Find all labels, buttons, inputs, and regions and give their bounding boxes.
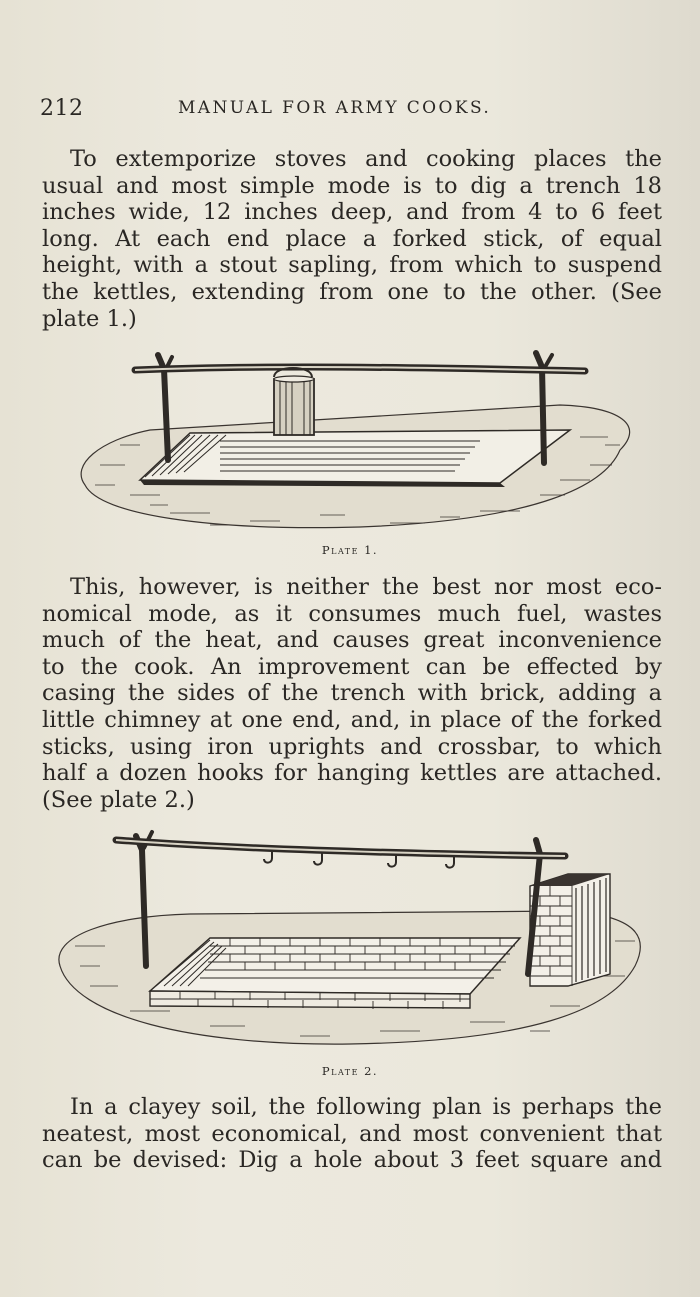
trench-with-kettle-drawing [60, 345, 650, 535]
text-line: sticks, using iron uprights and crossbar, to which [42, 733, 662, 760]
text-line: casing the sides of the trench with brick, adding a [42, 680, 662, 707]
page-number: 212 [40, 96, 84, 121]
text-line: usual and most simple mode is to dig a trench 18 [42, 172, 662, 199]
text-line: the kettles, extending from one to the other. (See [42, 278, 662, 305]
paragraph-3 [42, 1094, 662, 1174]
paragraph-1 [42, 146, 662, 332]
text-line: neatest, most economical, and most convenient that [42, 1120, 662, 1147]
text-line: plate 1.) [42, 305, 137, 332]
text-line: nomical mode, as it consumes much fuel, wastes [42, 600, 662, 627]
text-line: inches wide, 12 inches deep, and from 4 to 6 feet [42, 199, 662, 226]
paragraph-2 [42, 574, 662, 813]
plate-1-caption: Plate 1. [321, 543, 379, 557]
text-line: height, with a stout sapling, from which to suspend [42, 252, 662, 279]
text-line: This, however, is neither the best nor most eco- [70, 574, 662, 600]
text-line: In a clayey soil, the following plan is perhaps the [70, 1094, 662, 1120]
text-line: half a dozen hooks for hanging kettles are attached. [42, 760, 662, 787]
page-header [40, 96, 660, 124]
text-line: can be devised: Dig a hole about 3 feet square and [42, 1147, 662, 1174]
running-head: MANUAL FOR ARMY COOKS. [178, 98, 492, 118]
text-line: much of the heat, and causes great inconvenience [42, 627, 662, 654]
plate-1-illustration [60, 345, 650, 535]
text-line: little chimney at one end, and, in place of the forked [42, 706, 662, 733]
text-line: To extemporize stoves and cooking places the [70, 146, 662, 172]
text-line: (See plate 2.) [42, 786, 195, 813]
brick-trench-with-chimney-drawing [50, 826, 650, 1056]
text-line: to the cook. An improvement can be effected by [42, 653, 662, 680]
text-line: long. At each end place a forked stick, of equal [42, 225, 662, 252]
plate-2-caption: Plate 2. [321, 1064, 379, 1078]
plate-2-illustration [50, 826, 650, 1056]
